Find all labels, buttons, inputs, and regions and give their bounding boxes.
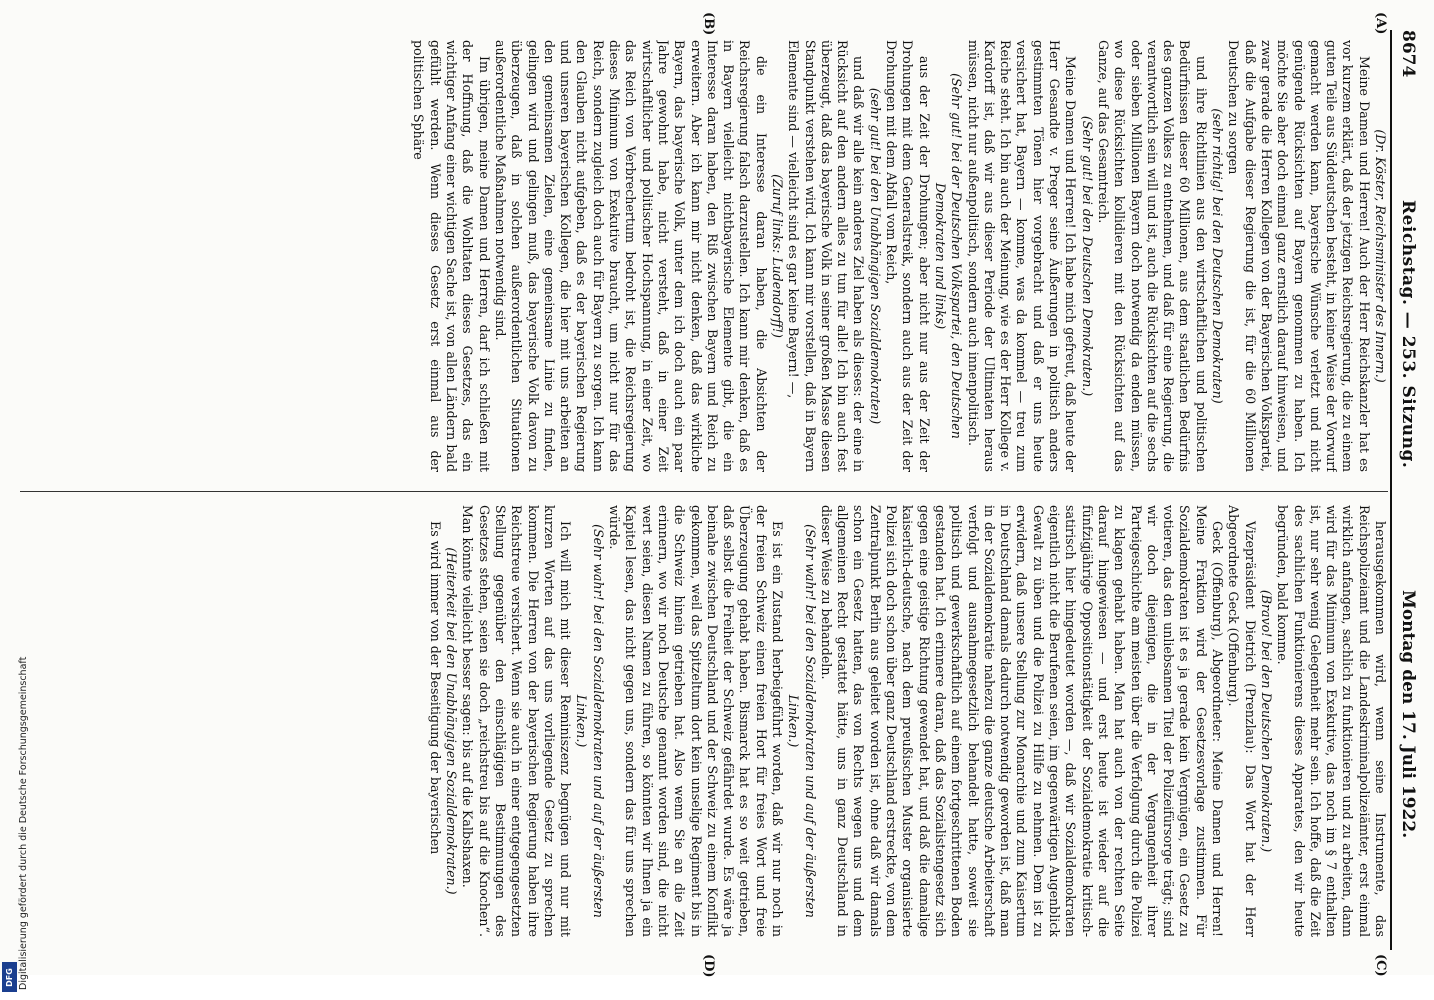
- interjection: (Bravo! bei den Deutschen Demokraten.): [1258, 589, 1274, 853]
- dfg-logo-text: DFG: [5, 967, 15, 987]
- paragraph: die ein Interesse daran haben, die Absichten der Reichsregierung falsch darzustellen. Ich kann mir denken, daß es in Bayern vielleicht nichtbayerische Elemente gibt, die ein Interesse daran haben, den Riß zwischen Bayern und Reich zu erweitern. Aber ich kann mir nicht denken, daß das wirkliche Bayern, das bayerische Volk, unter dem ich doch auch ein paar Jahre gewohnt habe, nicht versteht, daß in einer Zeit wirtschaftlicher und politischer Hochspannung, in einer Zeit, wo das Reich von Verbrechertum bedroht ist, die Reichsregierung dieses Minimum von Exekutive braucht, um nicht nur für das Reich, sondern zugleich doch auch für Bayern zu sorgen. Ich kann den Glauben nicht aufgeben, daß es der bayerischen Regierung und unseren bayerischen Kollegen, die hier mit uns arbeiten an den gemeinsamen Zielen, eine gemeinsame Linie zu finden, gelingen wird und gelingen muß, das bayerische Volk davon zu überzeugen, daß in solchen außerordentlichen Situationen außerordentliche Maßnahmen notwendig sind.: [492, 40, 769, 472]
- interjection: (sehr gut! bei den Unabhängigen Sozialdemokraten): [867, 87, 883, 425]
- interjection: (Heiterkeit bei den Unabhängigen Sozialdemokraten.): [444, 547, 460, 895]
- margin-marker-d: (D): [701, 954, 716, 978]
- paragraph: und daß wir alle kein anderes Ziel haben als dieses: der eine in Rücksicht auf den andern alles zu tun für alle! Ich bin auch fest überzeugt, daß das bayerische Volk in seiner großen Masse diesen Standpunkt verstehen wird. Ich kann mir vorstellen, daß in Bayern Elemente sind — vielleicht sind es gar keine Bayern! —,: [786, 40, 867, 472]
- interjection: (Dr. Köster, Reichsminister des Innern.): [1373, 129, 1388, 383]
- paragraph: Im übrigen, meine Damen und Herren, darf ich schließen mit der Hoffnung, daß die Wohltaten dieses Gesetzes, das ein wichtiger Anfang einer wichtigen Sache ist, von allen Ländern bald gefühlt werden. Wenn dieses Gesetz erst einmal aus der politischen Sphäre: [411, 40, 492, 472]
- column-divider: [20, 491, 1388, 492]
- interjection: (Sehr gut! bei den Deutschen Demokraten.): [1079, 115, 1095, 397]
- interjection: (Sehr gut! bei der Deutschen Volkspartei, den Deutschen Demokraten und links): [932, 73, 965, 439]
- paragraph: Vizepräsident Dietrich (Prenzlau): Das Wort hat der Herr Abgeordnete Geck (Offenburg).: [1226, 505, 1258, 937]
- digitization-credit: Digitalisierung gefördert durch die Deutsche Forschungsgemeinschaft: [18, 656, 29, 990]
- paragraph: Ich will mich mit dieser Reminiszenz begnügen und nur mit kurzen Worten auf das uns vorliegende Gesetz zu sprechen kommen. Die Herren von der bayerischen Regierung haben ihre Reichstreue versichert. Wenn sie auch in einer entgegengesetzten Stellung gegenüber den einschlägigen Bestimmungen des Gesetzes stehen, seien sie doch „reichstreu bis auf die Knochen“. Man könnte vielleicht besser sagen: bis auf die Kalbshaxen.: [460, 505, 574, 937]
- margin-marker-b: (B): [701, 12, 716, 36]
- session-date: Montag den 17. Juli 1922.: [1398, 590, 1418, 839]
- margin-marker-a: (A): [1373, 12, 1388, 35]
- dfg-logo: [2, 962, 17, 992]
- interjection: (Zuruf links: Ludendorff!): [770, 174, 786, 338]
- interjection: (Sehr wahr! bei den Sozialdemokraten und auf der äußersten Linken.): [574, 524, 606, 918]
- page-number: 8674: [1398, 30, 1418, 78]
- paragraph: herausgekommen wird, wenn seine Instrumente, das Reichspolizeiamt und die Landeskriminalpolizeiämter, erst einmal wirklich anfangen, sachlich zu funktionieren und zu arbeiten, dann wird für das Minimum von Exekutive, das noch im § 7 enthalten ist, nur sehr wenig Gelegenheit mehr sein. Ich hoffe, daß die Zeit des sachlichen Funktionierens dieses Apparates, den wir heute begründen, bald komme.: [1275, 505, 1388, 937]
- paragraph: und ihre Richtlinien aus den wirtschaftlichen und politischen Bedürfnissen dieser 60 Millionen, aus dem staatlichen Bedürfnis des ganzen Volkes zu entnehmen, und daß für eine Regierung, die verantwortlich sein will und ist, auch die Rücksichten auf die sechs oder sieben Millionen Bayern doch notwendig da enden müssen, wo diese Rücksichten kollidieren mit den Rücksichten auf das Ganze, auf das Gesamtreich.: [1095, 40, 1209, 472]
- paragraph: aus der Zeit der Drohungen; aber nicht nur aus der Zeit der Drohungen mit dem Generalstreik, sondern auch aus der Zeit der Drohungen mit dem Abfall vom Reich,: [884, 40, 932, 472]
- left-text-column: [20, 40, 1388, 472]
- interjection: (Sehr wahr! bei den Sozialdemokraten und auf der äußersten Linken.): [786, 524, 818, 918]
- interjection: (sehr richtig! bei den Deutschen Demokraten): [1210, 108, 1226, 404]
- paragraph: Es wird immer von der Beseitigung der bayerischen: [427, 521, 443, 855]
- paragraph: Meine Damen und Herren! Auch der Herr Reichskanzler hat es vor kurzem erklärt, daß der jetzigen Reichsregierung, die zu einem guten Teile aus Süddeutschen besteht, in keiner Weise der Vorwurf gemacht werden kann, bayerische Wünsche verletzt und nicht genügende Rücksichten auf Bayern genommen zu haben. Ich möchte Sie aber doch einmal ganz ernstlich darauf hinweisen, und zwar gerade die Herren Kollegen von der Bayerischen Volkspartei, daß die Aufgabe dieser Regierung die ist, für die 60 Millionen Deutschen zu sorgen: [1226, 40, 1372, 472]
- paragraph: Meine Damen und Herren! Ich habe mich gefreut, daß heute der Herr Gesandte v. Preger seine Äußerungen in politisch anders gestimmten Tönen hier vorgebracht und daß er uns heute versichert hat, Bayern — komme, was da kommel — treu zum Reiche steht. Ich bin auch der Meinung, wie es der Herr Kollege v. Kardorff ist, daß wir aus dieser Periode der Ultimaten heraus müssen, nicht nur außenpolitisch, sondern auch innenpolitisch.: [965, 40, 1079, 472]
- paragraph: Es ist ein Zustand herbeigeführt worden, daß wir nur noch in der freien Schweiz einen freien Hort für freies Wort und freie Überzeugung gehabt haben. Bismarck hat es so weit getrieben, daß selbst die Freiheit der Schweiz gefährdet wurde. Es wäre ja beinahe zwischen Deutschland und der Schweiz zu einem Konflikt gekommen, weil das Spitzeltum dort kein unselige Regiment bis in die Schweiz hinein getrieben hat. Also wenn Sie an die Zeit erinnern, wo wir noch Deutsche genannt worden sind, die nicht wert seien, diesen Namen zu führen, so könnten wir Ihnen ja ein Kapitel lesen, das nicht gegen uns, sondern das für uns sprechen würde.: [607, 505, 786, 937]
- running-title: Reichstag. — 253. Sitzung.: [1398, 200, 1418, 469]
- page-header: [1390, 30, 1422, 950]
- margin-marker-c: (C): [1373, 954, 1388, 977]
- right-text-column: [20, 505, 1388, 937]
- paragraph: Geck (Offenburg), Abgeordneter: Meine Damen und Herren! Meine Fraktion wird der Gesetzesvorlage zustimmen. Für Sozialdemokraten ist es ja gerade kein Vergnügen, ein Gesetz zu votieren, das den unliebsamen Titel der Polizeifürsorge trägt; sind wir doch diejenigen, die in der Vergangenheit ihrer Parteigeschichte am meisten über die Verfolgung durch die Polizei zu klagen gehabt haben. Man hat auch von der rechten Seite darauf hingewiesen — und erst heute ist wieder auf die fünfzigjährige Oppositionstätigkeit der Sozialdemokratie kritisch-satirisch hier hingedeutet worden —, daß wir Sozialdemokraten eigentlich nicht die Berufenen seien, im gegenwärtigen Augenblick Gewalt zu üben und die Polizei zu Hilfe zu nehmen. Dem ist zu erwidern, daß unsere Stellung zur Monarchie und zum Kaisertum in Deutschland damals dadurch notwendig geworden ist, daß man in der Sozialdemokratie nahezu die ganze deutsche Arbeiterschaft verfolgt und ausnahmegesetzlich behandelt hatte, soweit sie politisch und gewerkschaftlich auf einem fortgeschrittenen Boden gestanden hat. Ich erinnere daran, daß das Sozialistengesetz sich gegen eine geistige Richtung gewendet hat, und daß die damalige kaiserlich-deutsche, nach dem preußischen Muster organisierte Polizei sich doch schon über ganz Deutschland erstreckte, von dem Zentralpunkt Berlin aus geleitet worden ist, ohne daß wir damals schon ein Gesetz hatten, das von Rechts wegen uns und dem allgemeinen Recht gestattet hätte, uns in ganz Deutschland in dieser Weise zu behandeln.: [818, 505, 1226, 937]
